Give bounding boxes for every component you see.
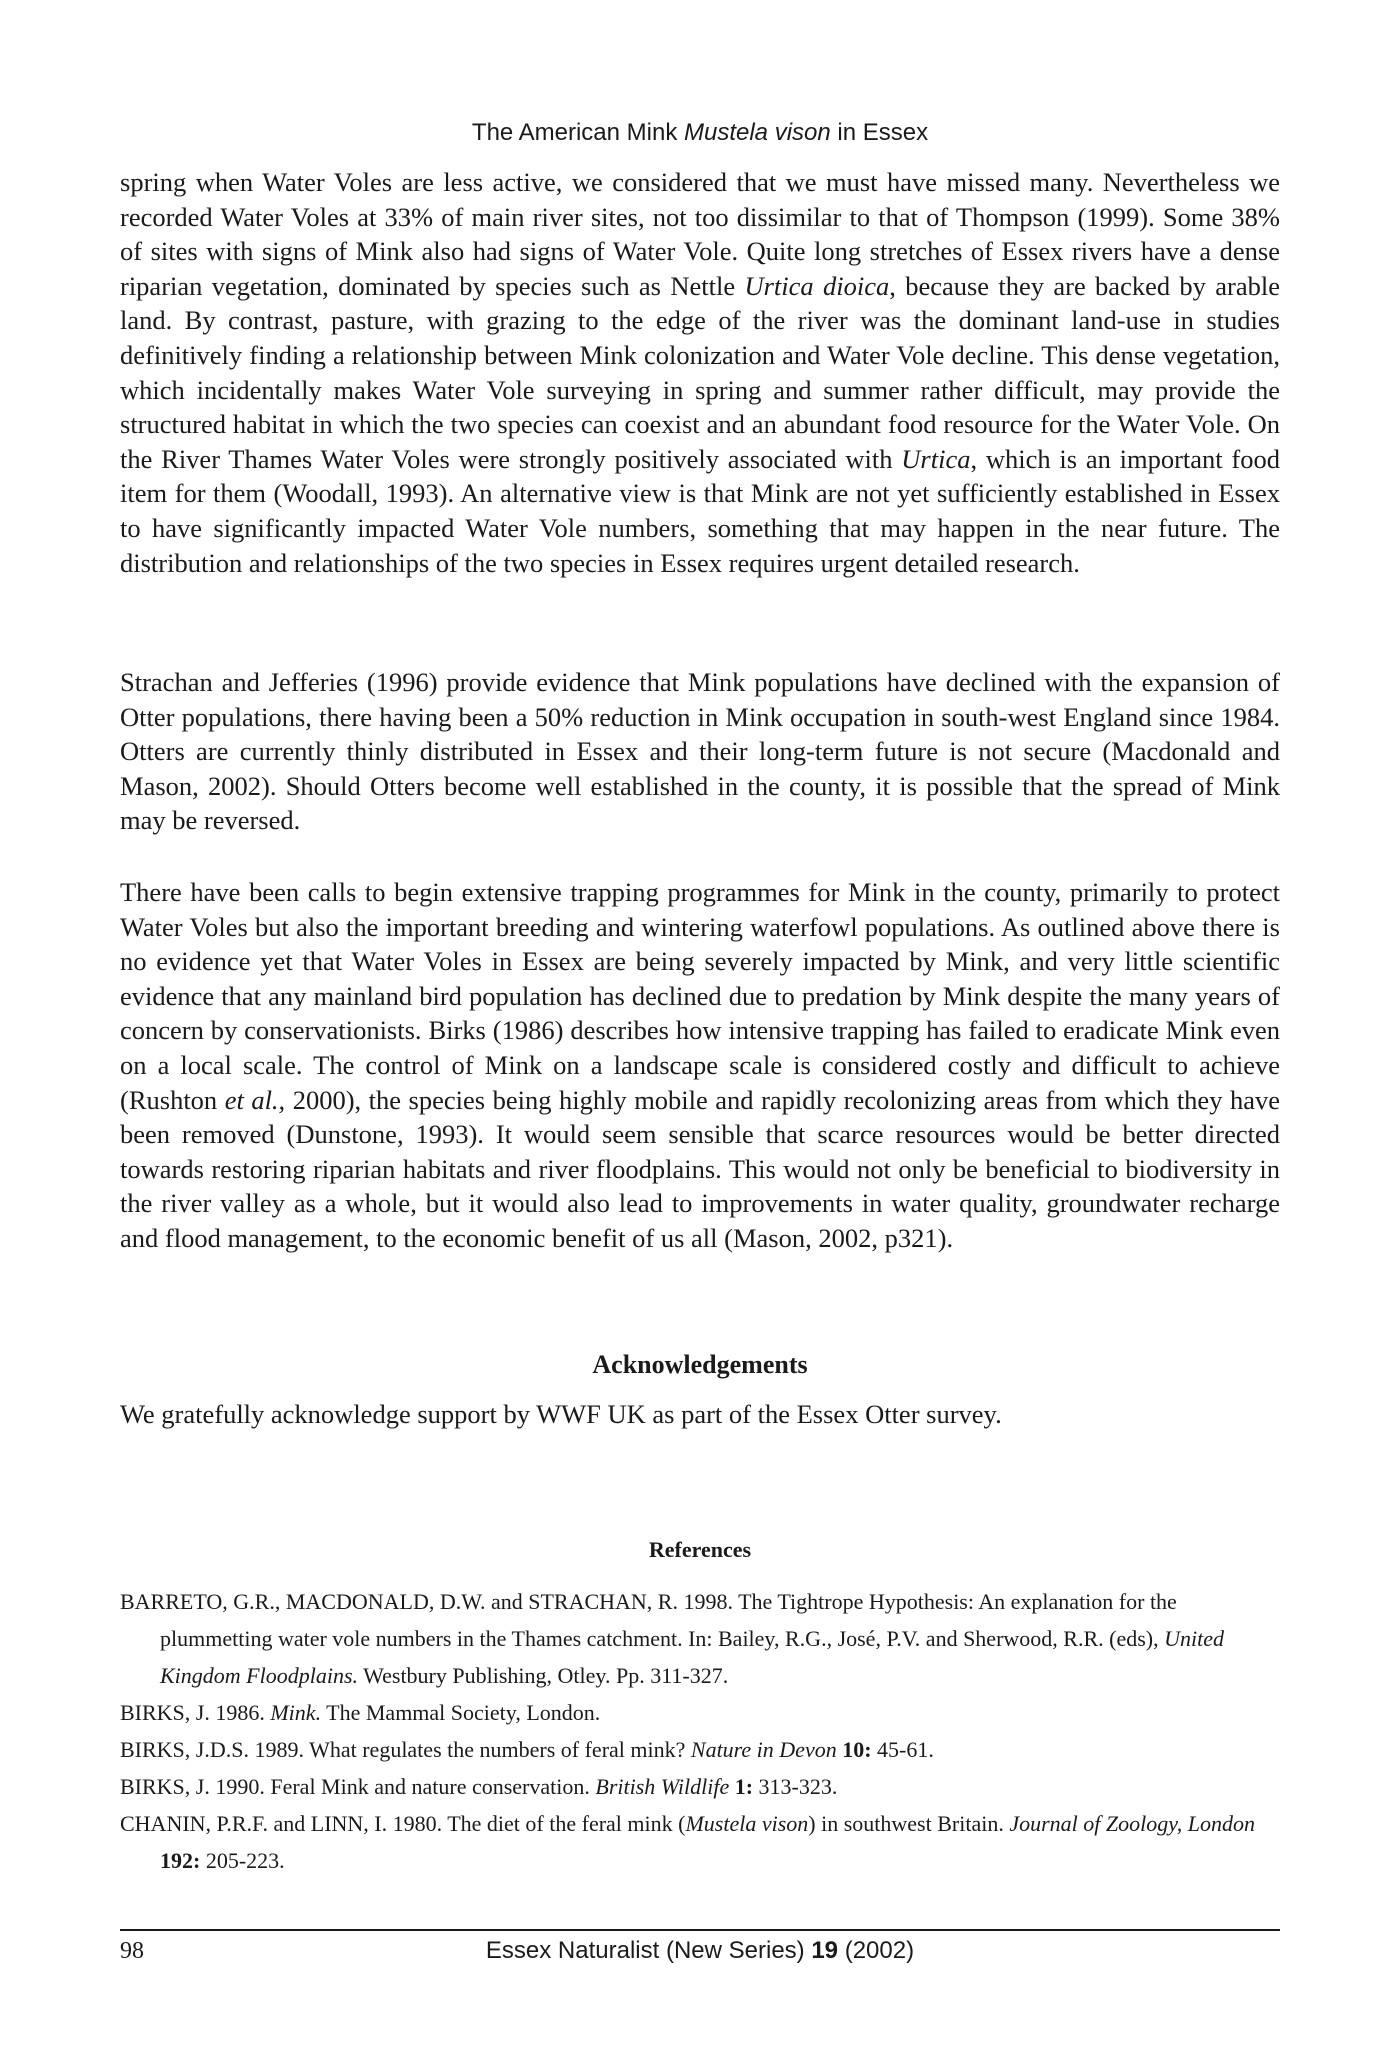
reference-item	[120, 1731, 1280, 1768]
ref-text: CHANIN, P.R.F. and LINN, I. 1980. The diet of the feral mink (	[120, 1811, 686, 1836]
paragraph-water-voles	[120, 165, 1280, 580]
running-head-species: Mustela vison	[683, 119, 831, 146]
ref-text: BARRETO, G.R., MACDONALD, D.W. and STRACHAN, R. 1998. The Tightrope Hypothesis: An explanation for the plummetting water vole numbers in the Thames catchment. In: Bailey, R.G., José, P.V. and Sherwood, R.R. (eds),	[120, 1589, 1177, 1651]
citation-et-al: et al.,	[224, 1084, 286, 1115]
references-heading: References	[648, 1537, 752, 1562]
ref-text: BIRKS, J. 1990. Feral Mink and nature conservation.	[120, 1774, 596, 1799]
ref-journal: British Wildlife	[595, 1774, 730, 1799]
reference-item	[120, 1805, 1280, 1879]
ref-journal: Nature in Devon	[690, 1737, 837, 1762]
text-run: spring when Water Voles are less active, we considered that we must have missed many. Nevertheless we recorded Water Voles at 33% of main river sites, not too dissimilar to that of Thompson (1999). Some 38% of sites with signs of Mink also had signs of Water Vole. Quite long stretches of Essex rivers have a dense riparian vegetation, dominated by species such as Nettle	[120, 167, 1280, 301]
paragraph-otters: Strachan and Jefferies (1996) provide evidence that Mink populations have declined with the expansion of Otter populations, there having been a 50% reduction in Mink occupation in south-west England since 1984. Otters are currently thinly distributed in Essex and their long-term future is not secure (Macdonald and Mason, 2002). Should Otters become well established in the county, it is possible that the spread of Mink may be reversed.	[120, 667, 1280, 836]
species-name: Urtica	[901, 443, 971, 474]
ref-text: BIRKS, J.D.S. 1989. What regulates the numbers of feral mink?	[120, 1737, 691, 1762]
journal-name: Essex Naturalist (New Series)	[485, 1937, 812, 1964]
footer-divider	[120, 1929, 1280, 1931]
running-head-prefix: The American Mink	[471, 119, 684, 146]
reference-item	[120, 1583, 1280, 1694]
ref-species: Mustela vison	[685, 1811, 809, 1836]
reference-list	[120, 1583, 1280, 1879]
running-head	[0, 119, 1400, 147]
ref-text: The Mammal Society, London.	[321, 1700, 601, 1725]
ref-volume: 10:	[842, 1737, 872, 1762]
ref-volume: 1:	[734, 1774, 754, 1799]
paragraph-trapping	[120, 875, 1280, 1256]
page-number: 98	[120, 1938, 144, 1964]
ref-text: BIRKS, J. 1986.	[120, 1700, 271, 1725]
journal-footer	[0, 1936, 1400, 1966]
running-head-suffix: in Essex	[830, 119, 929, 146]
species-name: Urtica dioica	[744, 270, 890, 301]
acknowledgements-heading: Acknowledgements	[592, 1350, 808, 1379]
ref-title: Mink.	[270, 1700, 322, 1725]
ref-volume: 192:	[160, 1848, 201, 1873]
ref-pages: 205-223.	[200, 1848, 285, 1873]
journal-volume: 19	[811, 1937, 839, 1964]
reference-item	[120, 1768, 1280, 1805]
ref-title: United Kingdom Floodplains.	[160, 1626, 1224, 1688]
ref-text: Westbury Publishing, Otley. Pp. 311-327.	[358, 1663, 729, 1688]
acknowledgements-text: We gratefully acknowledge support by WWF UK as part of the Essex Otter survey.	[120, 1399, 1002, 1429]
text-run: , because they are backed by arable land. By contrast, pasture, with grazing to the edge of the river was the dominant land-use in studies definitively finding a relationship between Mink colonization and Water Vole decline. This dense vegetation, which incidentally makes Water Vole surveying in spring and summer rather difficult, may provide the structured habitat in which the two species can coexist and an abundant food resource for the Water Vole. On the River Thames Water Voles were strongly positively associated with	[120, 270, 1280, 474]
ref-pages: 313-323.	[753, 1774, 838, 1799]
ref-text: ) in southwest Britain.	[808, 1811, 1010, 1836]
text-run: There have been calls to begin extensive trapping programmes for Mink in the county, primarily to protect Water Voles but also the important breeding and wintering waterfowl populations. As outlined above there is no evidence yet that Water Voles in Essex are being severely impacted by Mink, and very little scientific evidence that any mainland bird population has declined due to predation by Mink despite the many years of concern by conservationists. Birks (1986) describes how intensive trapping has failed to eradicate Mink even on a local scale. The control of Mink on a landscape scale is considered costly and difficult to achieve (Rushton	[120, 877, 1280, 1115]
journal-year: (2002)	[838, 1937, 915, 1964]
reference-item	[120, 1694, 1280, 1731]
ref-journal: Journal of Zoology, London	[1009, 1811, 1256, 1836]
text-run: 2000), the species being highly mobile and rapidly recolonizing areas from which they have been removed (Dunstone, 1993). It would seem sensible that scarce resources would be better directed towards restoring riparian habitats and river floodplains. This would not only be beneficial to biodiversity in the river valley as a whole, but it would also lead to improvements in water quality, groundwater recharge and flood management, to the economic benefit of us all (Mason, 2002, p321).	[120, 1084, 1280, 1253]
text-run: , which is an important food item for them (Woodall, 1993). An alternative view is that Mink are not yet sufficiently established in Essex to have significantly impacted Water Vole numbers, something that may happen in the near future. The distribution and relationships of the two species in Essex requires urgent detailed research.	[120, 443, 1280, 578]
ref-pages: 45-61.	[871, 1737, 934, 1762]
